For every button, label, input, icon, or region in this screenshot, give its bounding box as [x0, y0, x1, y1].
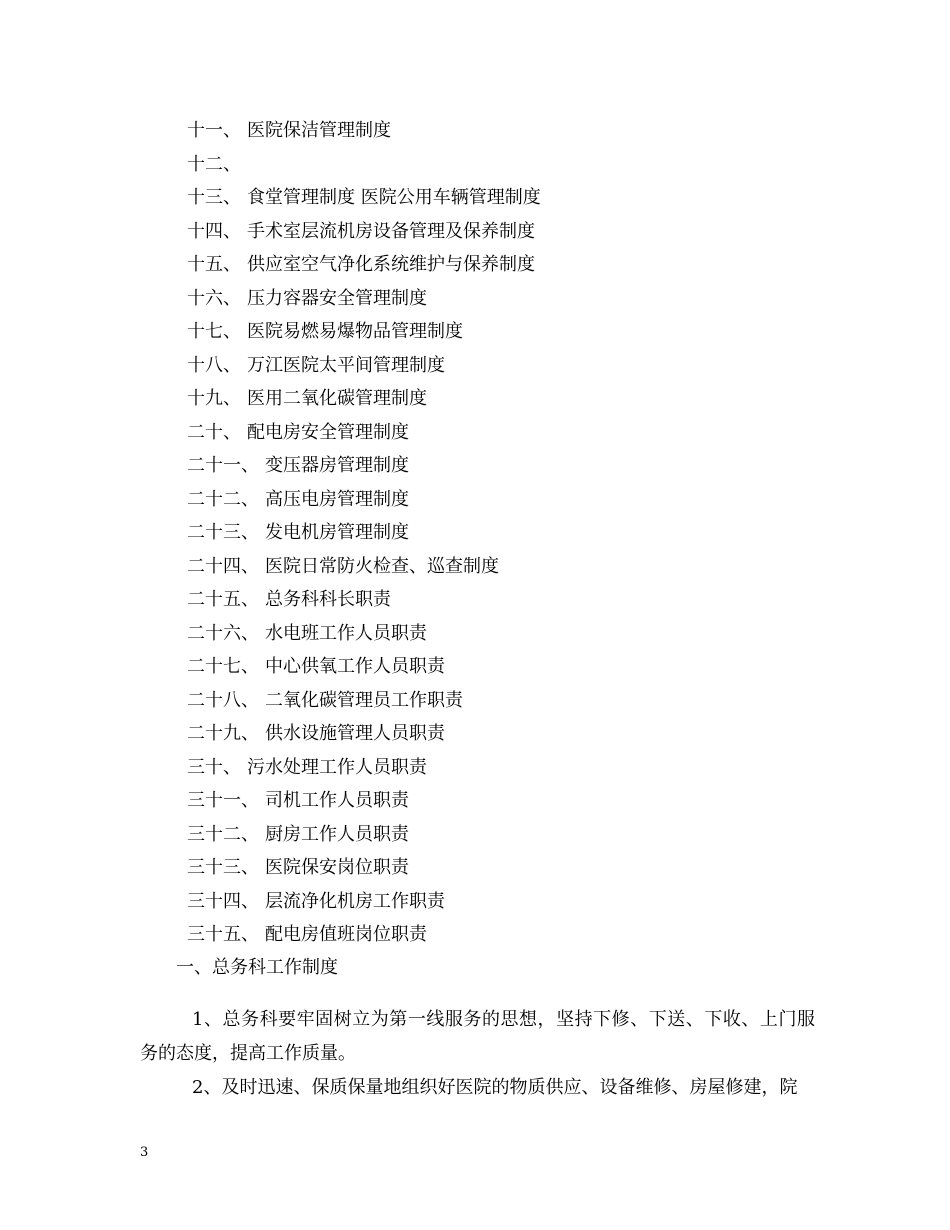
- toc-item-title: 水电班工作人员职责: [265, 622, 427, 644]
- toc-item-number: 二十一、: [187, 455, 259, 476]
- toc-item-number: 十四、: [187, 220, 241, 242]
- toc-item-number: 十七、: [187, 321, 241, 342]
- toc-item: [187, 251, 541, 285]
- page-number: 3: [140, 1145, 149, 1160]
- toc-item: [187, 687, 541, 721]
- toc-item-number: 十一、: [187, 120, 241, 141]
- toc-item-number: 二十三、: [187, 522, 259, 543]
- section-heading: 一、总务科工作制度: [176, 957, 338, 978]
- toc-item-title: 供水设施管理人员职责: [265, 723, 445, 744]
- toc-item-title: 中心供氧工作人员职责: [265, 656, 445, 677]
- toc-item: [187, 821, 541, 855]
- toc-item: [187, 888, 541, 922]
- toc-item-title: 总务科科长职责: [265, 589, 391, 610]
- toc-item-number: 二十二、: [187, 488, 259, 510]
- toc-item: [187, 285, 541, 319]
- toc-item: [187, 754, 541, 788]
- toc-item-number: 二十五、: [187, 589, 259, 610]
- toc-item: [187, 318, 541, 352]
- toc-item: [187, 385, 541, 419]
- toc-item: [187, 117, 541, 151]
- toc-item: [187, 787, 541, 821]
- paragraph-1: 1、总务科要牢固树立为第一线服务的思想，坚持下修、下送、下收、上门服务的态度，提高工作质量。: [140, 1009, 815, 1064]
- paragraph-2: 2、及时迅速、保质保量地组织好医院的物质供应、设备维修、房屋修建，院: [192, 1077, 798, 1098]
- toc-item-title: 医院易燃易爆物品管理制度: [247, 321, 463, 342]
- toc-item: [187, 352, 541, 386]
- toc-item-title: 供应室空气净化系统维护与保养制度: [247, 254, 535, 275]
- toc-item-title: 污水处理工作人员职责: [247, 756, 427, 778]
- toc-item-title: 司机工作人员职责: [265, 790, 409, 811]
- toc-item: [187, 419, 541, 453]
- toc-item-title: 变压器房管理制度: [265, 455, 409, 476]
- toc-item-title: 配电房值班岗位职责: [265, 924, 427, 945]
- toc-item-title: 食堂管理制度 医院公用车辆管理制度: [247, 187, 541, 208]
- toc-item-number: 十五、: [187, 254, 241, 275]
- toc-item: [187, 218, 541, 252]
- toc-item-number: 十三、: [187, 187, 241, 208]
- toc-item: [187, 921, 541, 955]
- toc-item-number: 十八、: [187, 354, 241, 376]
- toc-item-title: 高压电房管理制度: [265, 488, 409, 510]
- toc-item-number: 三十二、: [187, 823, 259, 845]
- table-of-contents: [187, 117, 541, 955]
- toc-item-title: 万江医院太平间管理制度: [247, 354, 445, 376]
- toc-item: [187, 486, 541, 520]
- toc-item-number: 三十、: [187, 756, 241, 778]
- toc-item-title: 医院保安岗位职责: [265, 857, 409, 878]
- toc-item: [187, 184, 541, 218]
- toc-item: [187, 854, 541, 888]
- toc-item-title: 压力容器安全管理制度: [247, 287, 427, 309]
- toc-item-title: 配电房安全管理制度: [247, 421, 409, 443]
- toc-item-number: 三十四、: [187, 890, 259, 912]
- toc-item-number: 十九、: [187, 388, 241, 409]
- toc-item-number: 二十七、: [187, 656, 259, 677]
- toc-item-title: 医院保洁管理制度: [247, 120, 391, 141]
- toc-item: [187, 586, 541, 620]
- toc-item-number: 二十六、: [187, 622, 259, 644]
- toc-item: [187, 553, 541, 587]
- toc-item: [187, 653, 541, 687]
- toc-item-title: 手术室层流机房设备管理及保养制度: [247, 220, 535, 242]
- toc-item-title: 医用二氧化碳管理制度: [247, 388, 427, 409]
- toc-item-number: 二十、: [187, 421, 241, 443]
- toc-item-title: 二氧化碳管理员工作职责: [265, 689, 463, 711]
- toc-item-number: 三十五、: [187, 924, 259, 945]
- toc-item-number: 二十四、: [187, 555, 259, 577]
- toc-item-number: 二十八、: [187, 689, 259, 711]
- toc-item-title: 医院日常防火检查、巡查制度: [265, 555, 499, 577]
- toc-item: [187, 151, 541, 185]
- toc-item: [187, 452, 541, 486]
- toc-item-number: 三十一、: [187, 790, 259, 811]
- toc-item-title: 厨房工作人员职责: [265, 823, 409, 845]
- toc-item-number: 三十三、: [187, 857, 259, 878]
- toc-item-number: 十二、: [187, 153, 241, 175]
- toc-item-number: 十六、: [187, 287, 241, 309]
- toc-item: [187, 720, 541, 754]
- toc-item: [187, 519, 541, 553]
- toc-item-number: 二十九、: [187, 723, 259, 744]
- toc-item-title: 发电机房管理制度: [265, 522, 409, 543]
- toc-item-title: 层流净化机房工作职责: [265, 890, 445, 912]
- toc-item: [187, 620, 541, 654]
